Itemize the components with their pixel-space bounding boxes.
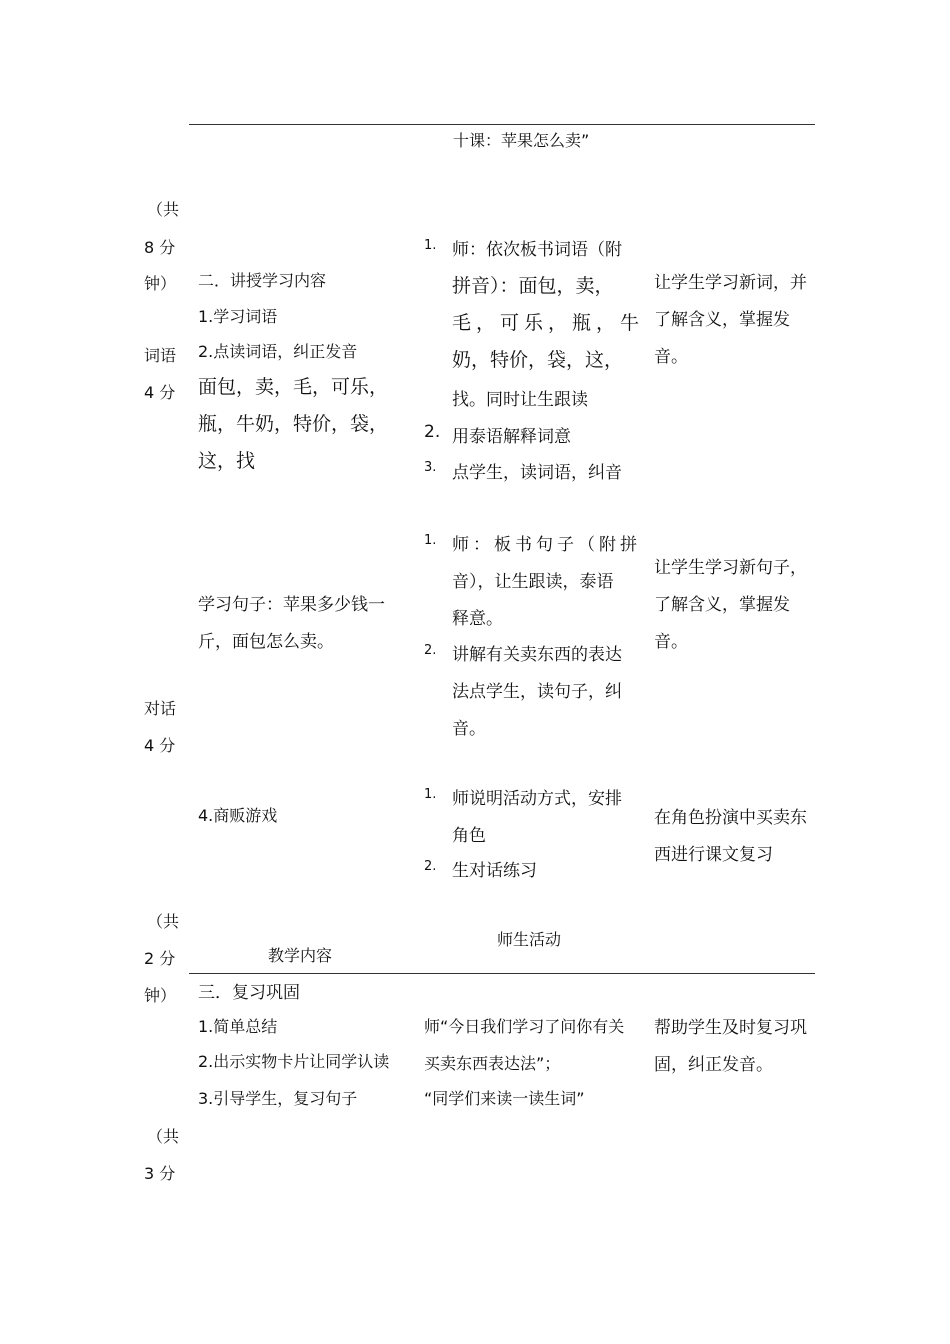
activity-line: 生对话练习 <box>452 861 537 881</box>
activity-line: 奶，特价，袋，这， <box>452 349 624 371</box>
purpose-line: 让学生学习新词，并 <box>654 273 807 293</box>
vocab-label: 词语 <box>144 346 177 365</box>
sentence-content-line: 斤，面包怎么卖。 <box>198 632 334 652</box>
purpose-line: 让学生学习新句子， <box>654 558 807 578</box>
section2-heading: 二．讲授学习内容 <box>198 271 327 290</box>
activity-line: 用泰语解释词意 <box>452 427 571 447</box>
header-teaching-content: 教学内容 <box>268 946 333 965</box>
activity-number: 2. <box>424 422 441 442</box>
activity-number: 2. <box>424 643 437 658</box>
lesson-title: 十课：苹果怎么卖” <box>453 131 590 150</box>
activity-number: 1. <box>424 787 437 802</box>
activity-line: 师：依次板书词语（附 <box>452 240 622 260</box>
section3-item-3: 3.引导学生，复习句子 <box>198 1089 358 1108</box>
activity-line: 角色 <box>452 826 486 846</box>
activity-line: 音），让生跟读，泰语 <box>452 572 614 592</box>
activity-number: 2. <box>424 859 437 874</box>
purpose-line: 帮助学生及时复习巩 <box>654 1018 807 1038</box>
duration-open-3: （共 <box>147 1127 180 1146</box>
dialogue-minutes: 4 分 <box>144 736 176 755</box>
purpose-line: 在角色扮演中买卖东 <box>654 808 807 828</box>
duration-mins-2: 2 分 <box>144 949 176 968</box>
activity-line: 师：板书句子（附拼 <box>452 535 641 555</box>
activity-line: 拼音）：面包，卖， <box>452 275 614 297</box>
section2-item-2: 2.点读词语，纠正发音 <box>198 342 358 361</box>
header-teacher-student-activity: 师生活动 <box>497 930 562 949</box>
duration-open-2: （共 <box>147 912 180 931</box>
purpose-line: 了解含义，掌握发 <box>654 310 790 330</box>
activity-line: 毛，可乐，瓶，牛 <box>452 312 645 334</box>
duration-close-1: 钟） <box>144 274 177 293</box>
header-rule <box>189 973 815 974</box>
purpose-line: 音。 <box>654 347 688 367</box>
purpose-line: 西进行课文复习 <box>654 845 773 865</box>
section3-item-2: 2.出示实物卡片让同学认读 <box>198 1052 390 1071</box>
activity-line: 找。同时让生跟读 <box>452 390 588 410</box>
section3-activity-line: “同学们来读一读生词” <box>424 1089 585 1108</box>
activity-line: 音。 <box>452 719 486 739</box>
activity-line: 释意。 <box>452 609 503 629</box>
dialogue-label: 对话 <box>144 699 177 718</box>
duration-open-1: （共 <box>147 200 180 219</box>
activity-number: 1. <box>424 238 437 253</box>
purpose-line: 音。 <box>654 632 688 652</box>
sentence-content-line: 学习句子：苹果多少钱一 <box>198 595 385 615</box>
vocab-minutes: 4 分 <box>144 383 176 402</box>
duration-mins-1: 8 分 <box>144 238 176 257</box>
section3-item-1: 1.简单总结 <box>198 1017 278 1036</box>
duration-close-2: 钟） <box>144 986 177 1005</box>
vocab-line-3: 这，找 <box>198 450 256 472</box>
vocab-line-1: 面包，卖，毛，可乐， <box>198 376 389 398</box>
purpose-line: 了解含义，掌握发 <box>654 595 790 615</box>
purpose-line: 固，纠正发音。 <box>654 1055 773 1075</box>
activity-line: 讲解有关卖东西的表达 <box>452 645 622 665</box>
activity-number: 3. <box>424 460 437 475</box>
section3-activity-line: 师“今日我们学习了问你有关 <box>424 1017 625 1036</box>
section3-activity-line: 买卖东西表达法”； <box>424 1054 561 1073</box>
duration-mins-3: 3 分 <box>144 1164 176 1183</box>
top-rule <box>189 124 815 125</box>
activity-line: 点学生，读词语，纠音 <box>452 463 622 483</box>
section2-item-1: 1.学习词语 <box>198 307 278 326</box>
activity-line: 法点学生，读句子，纠 <box>452 682 622 702</box>
activity-line: 师说明活动方式，安排 <box>452 789 622 809</box>
section3-heading: 三．复习巩固 <box>198 983 300 1003</box>
game-content: 4.商贩游戏 <box>198 806 278 825</box>
activity-number: 1. <box>424 533 437 548</box>
vocab-line-2: 瓶，牛奶，特价，袋， <box>198 413 389 435</box>
